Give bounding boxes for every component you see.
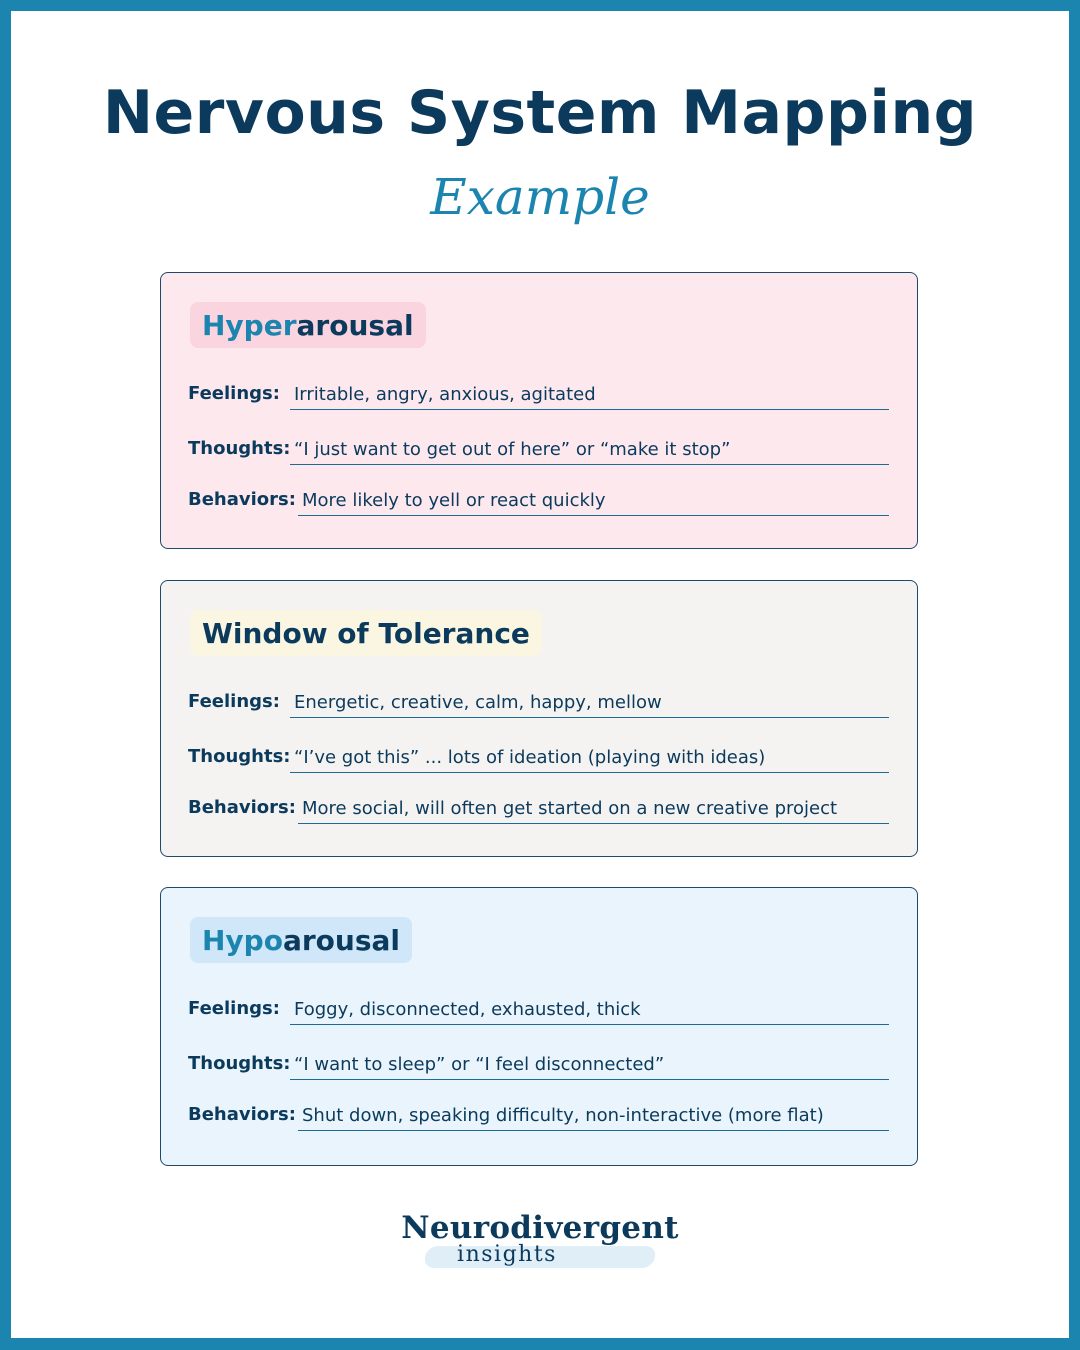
behaviors-row <box>188 784 889 824</box>
row-label: Thoughts: <box>188 1053 291 1074</box>
row-label: Behaviors: <box>188 1104 296 1125</box>
heading-rest: arousal <box>282 923 400 957</box>
row-value: “I’ve got this” ... lots of ideation (playing with ideas) <box>290 747 889 773</box>
thoughts-row <box>188 425 889 465</box>
window-of-tolerance-card <box>160 580 918 857</box>
page-title: Nervous System Mapping <box>102 78 978 148</box>
section-heading <box>190 917 412 963</box>
row-label: Behaviors: <box>188 489 296 510</box>
hyperarousal-card <box>160 272 918 549</box>
feelings-row <box>188 678 889 718</box>
row-value: “I just want to get out of here” or “make it stop” <box>290 439 889 465</box>
logo-name: Neurodivergent <box>401 1210 679 1246</box>
heading-rest: arousal <box>296 308 414 342</box>
feelings-row <box>188 985 889 1025</box>
section-heading <box>190 610 542 656</box>
hypoarousal-card <box>160 887 918 1166</box>
feelings-row <box>188 370 889 410</box>
row-label: Feelings: <box>188 998 280 1019</box>
row-value: Shut down, speaking difficulty, non-interactive (more flat) <box>298 1105 889 1131</box>
heading-accent: Hypo <box>202 923 283 957</box>
row-label: Feelings: <box>188 383 280 404</box>
row-value: More likely to yell or react quickly <box>298 490 889 516</box>
behaviors-row <box>188 1091 889 1131</box>
heading-accent: Hyper <box>202 308 297 342</box>
thoughts-row <box>188 1040 889 1080</box>
row-value: More social, will often get started on a new creative project <box>298 798 889 824</box>
heading-rest: Window of Tolerance <box>202 616 530 650</box>
row-value: “I want to sleep” or “I feel disconnected” <box>290 1054 889 1080</box>
thoughts-row <box>188 733 889 773</box>
page-subtitle: Example <box>430 168 650 226</box>
behaviors-row <box>188 476 889 516</box>
row-label: Feelings: <box>188 691 280 712</box>
logo-tagline: insights <box>457 1242 557 1267</box>
row-value: Foggy, disconnected, exhausted, thick <box>290 999 889 1025</box>
row-value: Irritable, angry, anxious, agitated <box>290 384 889 410</box>
section-heading <box>190 302 426 348</box>
row-label: Thoughts: <box>188 438 291 459</box>
brand-logo <box>0 1210 1080 1267</box>
row-label: Thoughts: <box>188 746 291 767</box>
row-value: Energetic, creative, calm, happy, mellow <box>290 692 889 718</box>
row-label: Behaviors: <box>188 797 296 818</box>
